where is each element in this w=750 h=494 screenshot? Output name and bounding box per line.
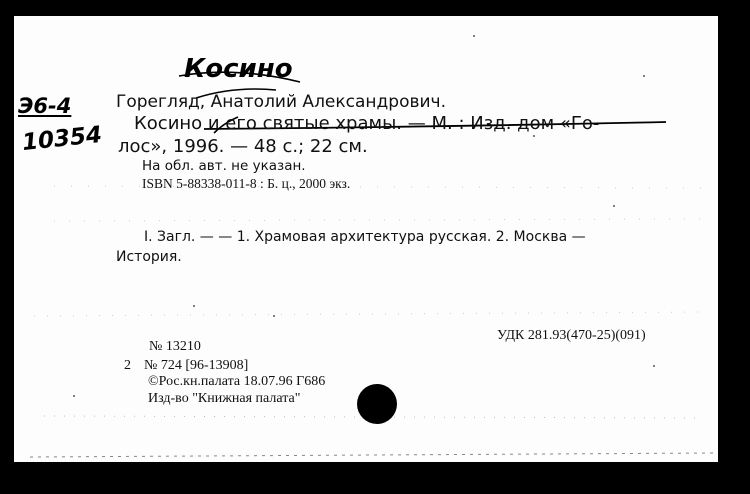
punch-hole xyxy=(357,384,397,424)
tracings-line-2: История. xyxy=(116,249,182,265)
publisher-line: Изд-во "Книжная палата" xyxy=(148,391,301,406)
author-heading: Горегляд, Анатолий Александрович. xyxy=(116,92,446,112)
handwritten-shelf-mark: Э6-4 xyxy=(18,94,72,118)
udk-code: УДК 281.93(470-25)(091) xyxy=(497,328,646,343)
registration-number: № 724 [96-13908] xyxy=(144,358,249,373)
note-cover: На обл. авт. не указан. xyxy=(142,158,306,174)
isbn-line: ISBN 5-88338-011-8 : Б. ц., 2000 экз. xyxy=(142,176,351,191)
book-chamber-line: ©Рос.кн.палата 18.07.96 Г686 xyxy=(148,374,326,389)
title-line-1: Косино и его святые храмы. — М. : Изд. дом «Го- xyxy=(134,113,600,134)
catalog-card xyxy=(14,16,718,462)
copies-count: 2 xyxy=(124,358,131,373)
tracings-line-1: I. Загл. — — 1. Храмовая архитектура русская. 2. Москва — xyxy=(144,229,586,245)
title-line-2: лос», 1996. — 48 с.; 22 см. xyxy=(118,136,368,157)
record-number: № 13210 xyxy=(149,339,201,354)
handwritten-title: Косино xyxy=(184,54,293,84)
handwritten-inventory-number: 10354 xyxy=(20,121,104,157)
